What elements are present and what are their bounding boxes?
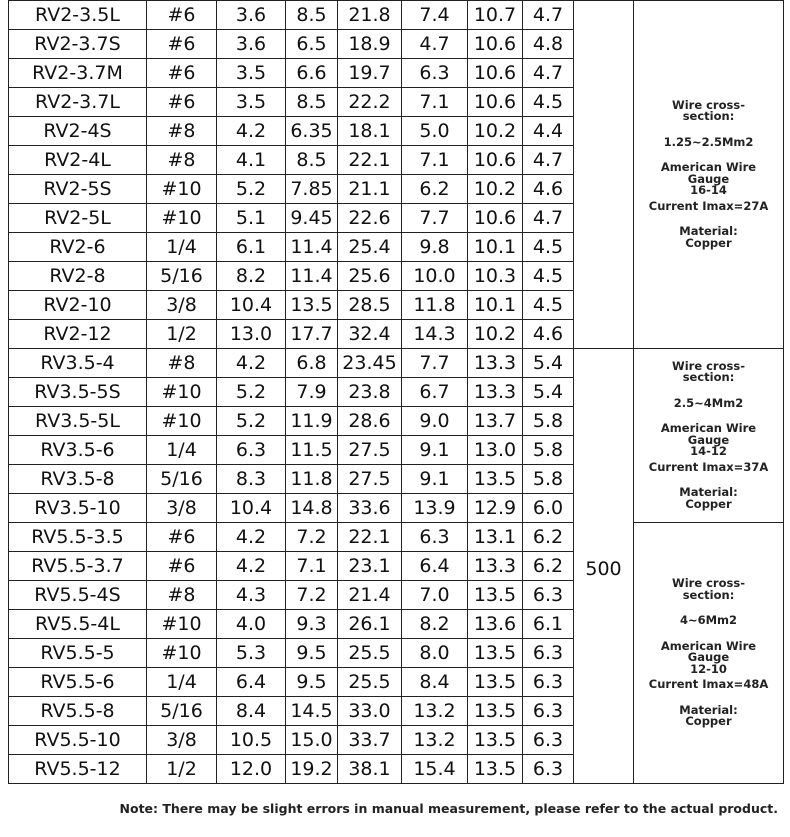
value-cell: #6 bbox=[147, 523, 217, 552]
awg-value: 12-10 bbox=[690, 661, 727, 676]
awg-label-2: Gauge bbox=[687, 171, 730, 186]
model-cell: RV2-3.7S bbox=[9, 30, 147, 59]
awg-label: American Wire bbox=[660, 638, 757, 653]
value-cell: 3.5 bbox=[217, 59, 286, 88]
value-cell: 33.7 bbox=[338, 726, 402, 755]
awg-label-2: Gauge bbox=[687, 650, 730, 665]
spec-block bbox=[634, 97, 783, 250]
table-body bbox=[9, 1, 784, 784]
value-cell: 13.2 bbox=[402, 726, 468, 755]
value-cell: 5.4 bbox=[523, 349, 574, 378]
value-cell: 4.2 bbox=[217, 552, 286, 581]
table-row bbox=[9, 349, 784, 378]
value-cell: 7.1 bbox=[402, 146, 468, 175]
value-cell: 6.4 bbox=[217, 668, 286, 697]
value-cell: 4.3 bbox=[217, 581, 286, 610]
spec-cell-rv2 bbox=[634, 1, 784, 349]
value-cell: 8.4 bbox=[217, 697, 286, 726]
value-cell: 13.5 bbox=[468, 726, 523, 755]
wire-section-label: Wire cross- bbox=[672, 576, 745, 591]
value-cell: 13.3 bbox=[468, 378, 523, 407]
value-cell: 23.8 bbox=[338, 378, 402, 407]
model-cell: RV2-3.5L bbox=[9, 1, 147, 30]
value-cell: 1/2 bbox=[147, 755, 217, 784]
value-cell: 9.0 bbox=[402, 407, 468, 436]
value-cell: #10 bbox=[147, 610, 217, 639]
value-cell: 3.5 bbox=[217, 88, 286, 117]
model-cell: RV2-10 bbox=[9, 291, 147, 320]
value-cell: 28.6 bbox=[338, 407, 402, 436]
value-cell: 6.2 bbox=[523, 523, 574, 552]
value-cell: 11.5 bbox=[286, 436, 338, 465]
value-cell: 7.7 bbox=[402, 204, 468, 233]
material-value: Copper bbox=[685, 714, 732, 729]
value-cell: 10.3 bbox=[468, 262, 523, 291]
value-cell: 25.5 bbox=[338, 668, 402, 697]
value-cell: 3/8 bbox=[147, 494, 217, 523]
model-cell: RV3.5-5L bbox=[9, 407, 147, 436]
value-cell: 13.5 bbox=[468, 668, 523, 697]
value-cell: 6.3 bbox=[523, 755, 574, 784]
value-cell: 38.1 bbox=[338, 755, 402, 784]
value-cell: 4.6 bbox=[523, 175, 574, 204]
wire-section-label-2: section: bbox=[682, 109, 735, 124]
value-cell: 4.1 bbox=[217, 146, 286, 175]
value-cell: 13.5 bbox=[468, 755, 523, 784]
value-cell: 10.6 bbox=[468, 30, 523, 59]
value-cell: 6.3 bbox=[217, 436, 286, 465]
value-cell: 9.3 bbox=[286, 610, 338, 639]
value-cell: 15.0 bbox=[286, 726, 338, 755]
value-cell: #6 bbox=[147, 552, 217, 581]
value-cell: 5.8 bbox=[523, 465, 574, 494]
value-cell: 6.4 bbox=[402, 552, 468, 581]
value-cell: 5.8 bbox=[523, 436, 574, 465]
value-cell: 8.3 bbox=[217, 465, 286, 494]
model-cell: RV5.5-10 bbox=[9, 726, 147, 755]
value-cell: #10 bbox=[147, 175, 217, 204]
value-cell: 13.9 bbox=[402, 494, 468, 523]
material-label: Material: bbox=[679, 702, 738, 717]
current-rating: Current Imax=37A bbox=[648, 459, 769, 474]
value-cell: #8 bbox=[147, 581, 217, 610]
spec-cell-rv35 bbox=[634, 349, 784, 523]
value-cell: 32.4 bbox=[338, 320, 402, 349]
value-cell: 8.2 bbox=[217, 262, 286, 291]
value-cell: 13.3 bbox=[468, 349, 523, 378]
value-cell: 10.6 bbox=[468, 59, 523, 88]
value-cell: 7.0 bbox=[402, 581, 468, 610]
wire-section-label: Wire cross- bbox=[672, 97, 745, 112]
value-cell: 23.45 bbox=[338, 349, 402, 378]
value-cell: #10 bbox=[147, 639, 217, 668]
value-cell: 5.2 bbox=[217, 378, 286, 407]
pack-cell-empty bbox=[574, 1, 634, 349]
value-cell: 5/16 bbox=[147, 465, 217, 494]
value-cell: 4.2 bbox=[217, 523, 286, 552]
value-cell: 18.9 bbox=[338, 30, 402, 59]
value-cell: 10.6 bbox=[468, 146, 523, 175]
spec-cell-rv55 bbox=[634, 523, 784, 784]
value-cell: 6.1 bbox=[523, 610, 574, 639]
value-cell: 6.3 bbox=[523, 726, 574, 755]
value-cell: 3/8 bbox=[147, 726, 217, 755]
value-cell: 13.1 bbox=[468, 523, 523, 552]
value-cell: 4.7 bbox=[523, 204, 574, 233]
wire-section-value: 2.5~4Mm2 bbox=[673, 395, 744, 410]
spec-block bbox=[634, 358, 783, 511]
value-cell: 13.0 bbox=[468, 436, 523, 465]
value-cell: 12.9 bbox=[468, 494, 523, 523]
value-cell: 12.0 bbox=[217, 755, 286, 784]
wire-section-label: Wire cross- bbox=[672, 358, 745, 373]
value-cell: 6.3 bbox=[523, 581, 574, 610]
value-cell: 15.4 bbox=[402, 755, 468, 784]
value-cell: 7.4 bbox=[402, 1, 468, 30]
table-row bbox=[9, 523, 784, 552]
value-cell: 8.5 bbox=[286, 88, 338, 117]
model-cell: RV2-5S bbox=[9, 175, 147, 204]
value-cell: #10 bbox=[147, 407, 217, 436]
value-cell: 3.6 bbox=[217, 30, 286, 59]
terminal-spec-table bbox=[8, 0, 784, 784]
model-cell: RV3.5-5S bbox=[9, 378, 147, 407]
model-cell: RV2-4S bbox=[9, 117, 147, 146]
value-cell: 8.5 bbox=[286, 146, 338, 175]
pack-quantity: 500 bbox=[574, 349, 634, 784]
value-cell: 13.5 bbox=[468, 639, 523, 668]
value-cell: 25.4 bbox=[338, 233, 402, 262]
value-cell: 1/4 bbox=[147, 233, 217, 262]
value-cell: 9.1 bbox=[402, 465, 468, 494]
value-cell: 27.5 bbox=[338, 465, 402, 494]
value-cell: 25.5 bbox=[338, 639, 402, 668]
value-cell: #6 bbox=[147, 30, 217, 59]
value-cell: 3.6 bbox=[217, 1, 286, 30]
value-cell: #6 bbox=[147, 88, 217, 117]
model-cell: RV5.5-4S bbox=[9, 581, 147, 610]
value-cell: 6.7 bbox=[402, 378, 468, 407]
value-cell: 11.9 bbox=[286, 407, 338, 436]
value-cell: 18.1 bbox=[338, 117, 402, 146]
value-cell: 22.1 bbox=[338, 523, 402, 552]
value-cell: 5/16 bbox=[147, 262, 217, 291]
value-cell: 9.45 bbox=[286, 204, 338, 233]
value-cell: 21.4 bbox=[338, 581, 402, 610]
awg-value: 16-14 bbox=[690, 183, 727, 198]
value-cell: 22.1 bbox=[338, 146, 402, 175]
value-cell: 22.6 bbox=[338, 204, 402, 233]
value-cell: 11.4 bbox=[286, 233, 338, 262]
current-rating: Current Imax=48A bbox=[648, 677, 769, 692]
value-cell: #8 bbox=[147, 117, 217, 146]
value-cell: 19.7 bbox=[338, 59, 402, 88]
table-row bbox=[9, 1, 784, 30]
value-cell: 10.2 bbox=[468, 320, 523, 349]
model-cell: RV3.5-6 bbox=[9, 436, 147, 465]
model-cell: RV3.5-8 bbox=[9, 465, 147, 494]
model-cell: RV5.5-3.5 bbox=[9, 523, 147, 552]
material-value: Copper bbox=[685, 235, 732, 250]
value-cell: 4.5 bbox=[523, 262, 574, 291]
value-cell: 6.3 bbox=[523, 639, 574, 668]
value-cell: 6.3 bbox=[402, 59, 468, 88]
value-cell: 22.2 bbox=[338, 88, 402, 117]
model-cell: RV2-4L bbox=[9, 146, 147, 175]
wire-section-label-2: section: bbox=[682, 587, 735, 602]
value-cell: 10.2 bbox=[468, 175, 523, 204]
value-cell: 17.7 bbox=[286, 320, 338, 349]
value-cell: 13.6 bbox=[468, 610, 523, 639]
value-cell: #10 bbox=[147, 378, 217, 407]
value-cell: 10.1 bbox=[468, 233, 523, 262]
value-cell: #8 bbox=[147, 146, 217, 175]
value-cell: 11.4 bbox=[286, 262, 338, 291]
wire-section-label-2: section: bbox=[682, 370, 735, 385]
value-cell: 6.35 bbox=[286, 117, 338, 146]
value-cell: 19.2 bbox=[286, 755, 338, 784]
value-cell: 10.0 bbox=[402, 262, 468, 291]
value-cell: 10.4 bbox=[217, 291, 286, 320]
value-cell: 7.85 bbox=[286, 175, 338, 204]
value-cell: #10 bbox=[147, 204, 217, 233]
value-cell: 4.5 bbox=[523, 291, 574, 320]
value-cell: 4.7 bbox=[523, 146, 574, 175]
awg-label: American Wire bbox=[660, 421, 757, 436]
value-cell: 4.6 bbox=[523, 320, 574, 349]
value-cell: 6.0 bbox=[523, 494, 574, 523]
spec-block bbox=[634, 578, 783, 728]
model-cell: RV5.5-6 bbox=[9, 668, 147, 697]
value-cell: 33.6 bbox=[338, 494, 402, 523]
value-cell: 8.5 bbox=[286, 1, 338, 30]
value-cell: 7.9 bbox=[286, 378, 338, 407]
model-cell: RV5.5-12 bbox=[9, 755, 147, 784]
value-cell: 10.4 bbox=[217, 494, 286, 523]
value-cell: 5.2 bbox=[217, 407, 286, 436]
value-cell: 5.1 bbox=[217, 204, 286, 233]
value-cell: 14.3 bbox=[402, 320, 468, 349]
value-cell: 9.5 bbox=[286, 668, 338, 697]
value-cell: 11.8 bbox=[402, 291, 468, 320]
value-cell: 5.2 bbox=[217, 175, 286, 204]
value-cell: 5.4 bbox=[523, 378, 574, 407]
value-cell: 5.0 bbox=[402, 117, 468, 146]
value-cell: 23.1 bbox=[338, 552, 402, 581]
value-cell: 4.5 bbox=[523, 88, 574, 117]
value-cell: 6.6 bbox=[286, 59, 338, 88]
value-cell: 1/4 bbox=[147, 436, 217, 465]
value-cell: 10.5 bbox=[217, 726, 286, 755]
value-cell: 4.4 bbox=[523, 117, 574, 146]
model-cell: RV3.5-10 bbox=[9, 494, 147, 523]
wire-section-value: 1.25~2.5Mm2 bbox=[663, 134, 754, 149]
value-cell: 1/2 bbox=[147, 320, 217, 349]
model-cell: RV2-3.7L bbox=[9, 88, 147, 117]
value-cell: 6.3 bbox=[523, 668, 574, 697]
value-cell: 6.3 bbox=[402, 523, 468, 552]
value-cell: 21.1 bbox=[338, 175, 402, 204]
value-cell: 28.5 bbox=[338, 291, 402, 320]
material-label: Material: bbox=[679, 485, 738, 500]
value-cell: 7.1 bbox=[286, 552, 338, 581]
value-cell: 10.6 bbox=[468, 88, 523, 117]
value-cell: 1/4 bbox=[147, 668, 217, 697]
value-cell: 25.6 bbox=[338, 262, 402, 291]
value-cell: 4.2 bbox=[217, 349, 286, 378]
model-cell: RV5.5-3.7 bbox=[9, 552, 147, 581]
value-cell: 6.1 bbox=[217, 233, 286, 262]
value-cell: 6.8 bbox=[286, 349, 338, 378]
value-cell: #8 bbox=[147, 349, 217, 378]
value-cell: 10.2 bbox=[468, 117, 523, 146]
value-cell: 13.5 bbox=[468, 697, 523, 726]
value-cell: 21.8 bbox=[338, 1, 402, 30]
value-cell: 14.5 bbox=[286, 697, 338, 726]
material-value: Copper bbox=[685, 496, 732, 511]
value-cell: 13.5 bbox=[286, 291, 338, 320]
value-cell: 9.8 bbox=[402, 233, 468, 262]
value-cell: 9.5 bbox=[286, 639, 338, 668]
value-cell: 4.0 bbox=[217, 610, 286, 639]
value-cell: 3/8 bbox=[147, 291, 217, 320]
value-cell: 6.2 bbox=[402, 175, 468, 204]
model-cell: RV3.5-4 bbox=[9, 349, 147, 378]
value-cell: 27.5 bbox=[338, 436, 402, 465]
value-cell: 13.7 bbox=[468, 407, 523, 436]
value-cell: 4.5 bbox=[523, 233, 574, 262]
model-cell: RV2-8 bbox=[9, 262, 147, 291]
value-cell: 10.1 bbox=[468, 291, 523, 320]
value-cell: 7.7 bbox=[402, 349, 468, 378]
value-cell: 9.1 bbox=[402, 436, 468, 465]
value-cell: 7.2 bbox=[286, 581, 338, 610]
model-cell: RV5.5-8 bbox=[9, 697, 147, 726]
value-cell: 4.2 bbox=[217, 117, 286, 146]
value-cell: 5/16 bbox=[147, 697, 217, 726]
value-cell: 8.4 bbox=[402, 668, 468, 697]
value-cell: 11.8 bbox=[286, 465, 338, 494]
wire-section-value: 4~6Mm2 bbox=[679, 613, 738, 628]
value-cell: 4.7 bbox=[523, 1, 574, 30]
value-cell: #6 bbox=[147, 59, 217, 88]
value-cell: 13.5 bbox=[468, 581, 523, 610]
awg-value: 14-12 bbox=[690, 444, 727, 459]
value-cell: 6.3 bbox=[523, 697, 574, 726]
value-cell: 10.7 bbox=[468, 1, 523, 30]
value-cell: 13.0 bbox=[217, 320, 286, 349]
model-cell: RV5.5-4L bbox=[9, 610, 147, 639]
value-cell: 13.2 bbox=[402, 697, 468, 726]
value-cell: 33.0 bbox=[338, 697, 402, 726]
current-rating: Current Imax=27A bbox=[648, 198, 769, 213]
value-cell: 8.0 bbox=[402, 639, 468, 668]
value-cell: 13.3 bbox=[468, 552, 523, 581]
model-cell: RV5.5-5 bbox=[9, 639, 147, 668]
value-cell: 5.8 bbox=[523, 407, 574, 436]
value-cell: 26.1 bbox=[338, 610, 402, 639]
value-cell: 13.5 bbox=[468, 465, 523, 494]
material-label: Material: bbox=[679, 224, 738, 239]
value-cell: #6 bbox=[147, 1, 217, 30]
awg-label: American Wire bbox=[660, 160, 757, 175]
value-cell: 4.8 bbox=[523, 30, 574, 59]
model-cell: RV2-12 bbox=[9, 320, 147, 349]
model-cell: RV2-6 bbox=[9, 233, 147, 262]
value-cell: 7.2 bbox=[286, 523, 338, 552]
awg-label-2: Gauge bbox=[687, 432, 730, 447]
value-cell: 6.2 bbox=[523, 552, 574, 581]
model-cell: RV2-3.7M bbox=[9, 59, 147, 88]
value-cell: 4.7 bbox=[523, 59, 574, 88]
value-cell: 4.7 bbox=[402, 30, 468, 59]
value-cell: 8.2 bbox=[402, 610, 468, 639]
value-cell: 5.3 bbox=[217, 639, 286, 668]
model-cell: RV2-5L bbox=[9, 204, 147, 233]
value-cell: 7.1 bbox=[402, 88, 468, 117]
value-cell: 6.5 bbox=[286, 30, 338, 59]
value-cell: 14.8 bbox=[286, 494, 338, 523]
value-cell: 10.6 bbox=[468, 204, 523, 233]
measurement-note: Note: There may be slight errors in manual measurement, please refer to the actual product. bbox=[119, 801, 778, 816]
